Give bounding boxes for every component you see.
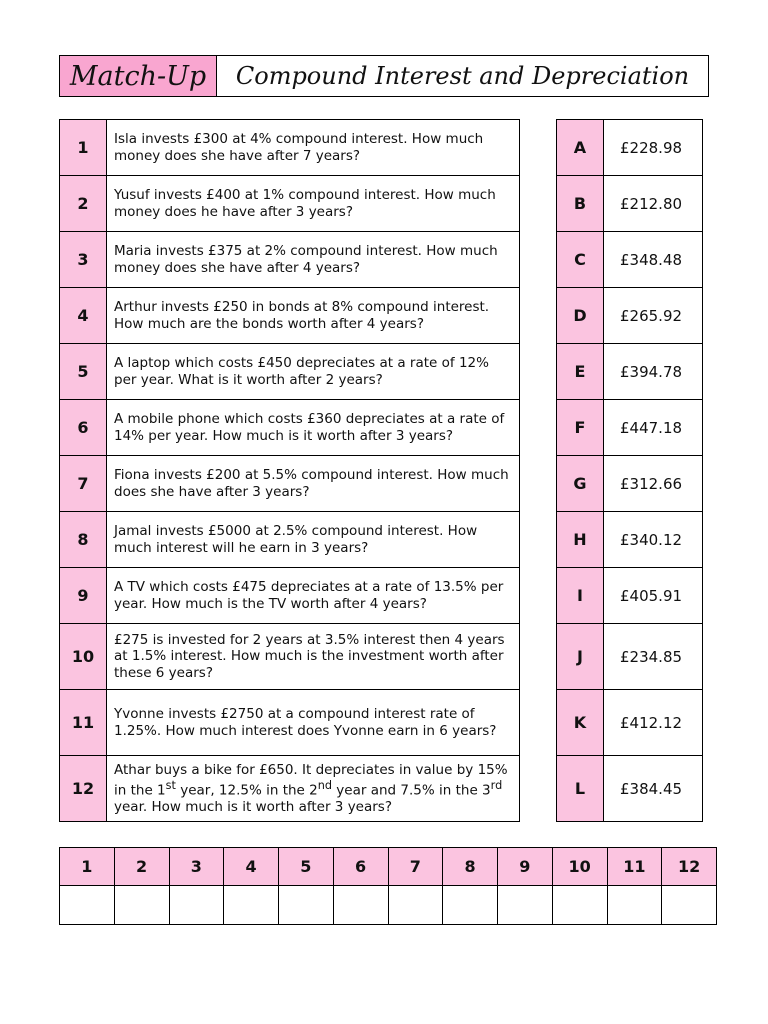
question-text: A laptop which costs £450 depreciates at a rate of 12% per year. What is it worth after 2 years? bbox=[107, 344, 520, 400]
answer-row bbox=[557, 756, 703, 822]
answer-key-blank-cell[interactable] bbox=[169, 886, 224, 925]
answer-key-number: 12 bbox=[662, 848, 717, 886]
question-number: 12 bbox=[60, 756, 107, 822]
answer-value: £447.18 bbox=[604, 400, 703, 456]
question-text: Jamal invests £5000 at 2.5% compound interest. How much interest will he earn in 3 years? bbox=[107, 512, 520, 568]
question-row bbox=[60, 456, 520, 512]
answer-key-number: 8 bbox=[443, 848, 498, 886]
question-number: 7 bbox=[60, 456, 107, 512]
question-row bbox=[60, 344, 520, 400]
ordinal-suffix: rd bbox=[490, 779, 503, 792]
answer-letter: F bbox=[557, 400, 604, 456]
answer-row bbox=[557, 690, 703, 756]
question-text: Arthur invests £250 in bonds at 8% compound interest. How much are the bonds worth after 4 years? bbox=[107, 288, 520, 344]
answer-value: £348.48 bbox=[604, 232, 703, 288]
answer-value: £234.85 bbox=[604, 624, 703, 690]
answer-key-blank-row bbox=[60, 886, 717, 925]
question-number: 6 bbox=[60, 400, 107, 456]
answer-row bbox=[557, 568, 703, 624]
question-text: £275 is invested for 2 years at 3.5% interest then 4 years at 1.5% interest. How much is the investment worth after these 6 years? bbox=[107, 624, 520, 690]
answer-letter: I bbox=[557, 568, 604, 624]
question-text: Yvonne invests £2750 at a compound interest rate of 1.25%. How much interest does Yvonne earn in 6 years? bbox=[107, 690, 520, 756]
question-text: A TV which costs £475 depreciates at a rate of 13.5% per year. How much is the TV worth after 4 years? bbox=[107, 568, 520, 624]
question-row bbox=[60, 756, 520, 822]
answer-row bbox=[557, 232, 703, 288]
answer-row bbox=[557, 176, 703, 232]
match-up-tag: Match-Up bbox=[60, 56, 217, 96]
answer-row bbox=[557, 288, 703, 344]
answer-letter: E bbox=[557, 344, 604, 400]
answer-letter: J bbox=[557, 624, 604, 690]
answer-value: £212.80 bbox=[604, 176, 703, 232]
question-number: 3 bbox=[60, 232, 107, 288]
answer-row bbox=[557, 624, 703, 690]
answer-value: £405.91 bbox=[604, 568, 703, 624]
answer-key-blank-cell[interactable] bbox=[333, 886, 388, 925]
answer-key-blank-cell[interactable] bbox=[224, 886, 279, 925]
question-row bbox=[60, 176, 520, 232]
answer-letter: C bbox=[557, 232, 604, 288]
answer-key-number: 2 bbox=[114, 848, 169, 886]
question-number: 9 bbox=[60, 568, 107, 624]
answer-key-number: 11 bbox=[607, 848, 662, 886]
answer-key-blank-cell[interactable] bbox=[443, 886, 498, 925]
answers-table bbox=[556, 119, 703, 822]
question-number: 4 bbox=[60, 288, 107, 344]
answer-row bbox=[557, 456, 703, 512]
question-text: A mobile phone which costs £360 depreciates at a rate of 14% per year. How much is it worth after 3 years? bbox=[107, 400, 520, 456]
answer-key-header-row bbox=[60, 848, 717, 886]
answer-letter: B bbox=[557, 176, 604, 232]
answer-key-blank-cell[interactable] bbox=[552, 886, 607, 925]
question-row bbox=[60, 232, 520, 288]
question-row bbox=[60, 120, 520, 176]
answer-row bbox=[557, 512, 703, 568]
answer-letter: L bbox=[557, 756, 604, 822]
answer-key-number: 6 bbox=[333, 848, 388, 886]
ordinal-suffix: nd bbox=[317, 779, 333, 792]
answer-letter: A bbox=[557, 120, 604, 176]
worksheet-title: Compound Interest and Depreciation bbox=[235, 62, 690, 90]
question-text: Yusuf invests £400 at 1% compound interest. How much money does he have after 3 years? bbox=[107, 176, 520, 232]
answer-key-number: 7 bbox=[388, 848, 443, 886]
answer-key-blank-cell[interactable] bbox=[114, 886, 169, 925]
question-number: 10 bbox=[60, 624, 107, 690]
question-number: 11 bbox=[60, 690, 107, 756]
question-row bbox=[60, 400, 520, 456]
answer-key-blank-cell[interactable] bbox=[279, 886, 334, 925]
answer-key-number: 9 bbox=[498, 848, 553, 886]
answer-letter: G bbox=[557, 456, 604, 512]
answer-key-blank-cell[interactable] bbox=[498, 886, 553, 925]
answer-letter: D bbox=[557, 288, 604, 344]
answer-value: £228.98 bbox=[604, 120, 703, 176]
answer-key-blank-cell[interactable] bbox=[388, 886, 443, 925]
question-row bbox=[60, 624, 520, 690]
question-number: 5 bbox=[60, 344, 107, 400]
question-row bbox=[60, 568, 520, 624]
question-row bbox=[60, 288, 520, 344]
question-text-part: Athar buys a bike for £650. It depreciates in value by 15% in the 1 bbox=[114, 761, 508, 799]
answer-row bbox=[557, 120, 703, 176]
question-text-part: year, 12.5% in the 2 bbox=[175, 782, 318, 799]
question-text: Maria invests £375 at 2% compound interest. How much money does she have after 4 years? bbox=[107, 232, 520, 288]
answer-value: £394.78 bbox=[604, 344, 703, 400]
answer-row bbox=[557, 344, 703, 400]
question-number: 8 bbox=[60, 512, 107, 568]
answer-letter: K bbox=[557, 690, 604, 756]
answer-value: £412.12 bbox=[604, 690, 703, 756]
question-row bbox=[60, 690, 520, 756]
answer-key-grid bbox=[59, 847, 717, 925]
question-row bbox=[60, 512, 520, 568]
question-text: Isla invests £300 at 4% compound interest. How much money does she have after 7 years? bbox=[107, 120, 520, 176]
worksheet-header bbox=[59, 55, 709, 97]
question-text: Fiona invests £200 at 5.5% compound interest. How much does she have after 3 years? bbox=[107, 456, 520, 512]
answer-key-number: 10 bbox=[552, 848, 607, 886]
answer-key-blank-cell[interactable] bbox=[607, 886, 662, 925]
question-number: 2 bbox=[60, 176, 107, 232]
question-number: 1 bbox=[60, 120, 107, 176]
answer-key-blank-cell[interactable] bbox=[662, 886, 717, 925]
answer-key-number: 4 bbox=[224, 848, 279, 886]
answer-row bbox=[557, 400, 703, 456]
question-text-part: year and 7.5% in the 3 bbox=[332, 782, 491, 799]
answer-value: £312.66 bbox=[604, 456, 703, 512]
answer-value: £340.12 bbox=[604, 512, 703, 568]
answer-value: £265.92 bbox=[604, 288, 703, 344]
answer-key-blank-cell[interactable] bbox=[60, 886, 115, 925]
ordinal-suffix: st bbox=[165, 779, 176, 792]
answer-key-number: 5 bbox=[279, 848, 334, 886]
question-text-part: year. How much is it worth after 3 years? bbox=[114, 799, 393, 815]
answer-letter: H bbox=[557, 512, 604, 568]
questions-table bbox=[59, 119, 520, 822]
answer-key-number: 1 bbox=[60, 848, 115, 886]
answer-key-number: 3 bbox=[169, 848, 224, 886]
question-text bbox=[107, 756, 520, 822]
answer-value: £384.45 bbox=[604, 756, 703, 822]
